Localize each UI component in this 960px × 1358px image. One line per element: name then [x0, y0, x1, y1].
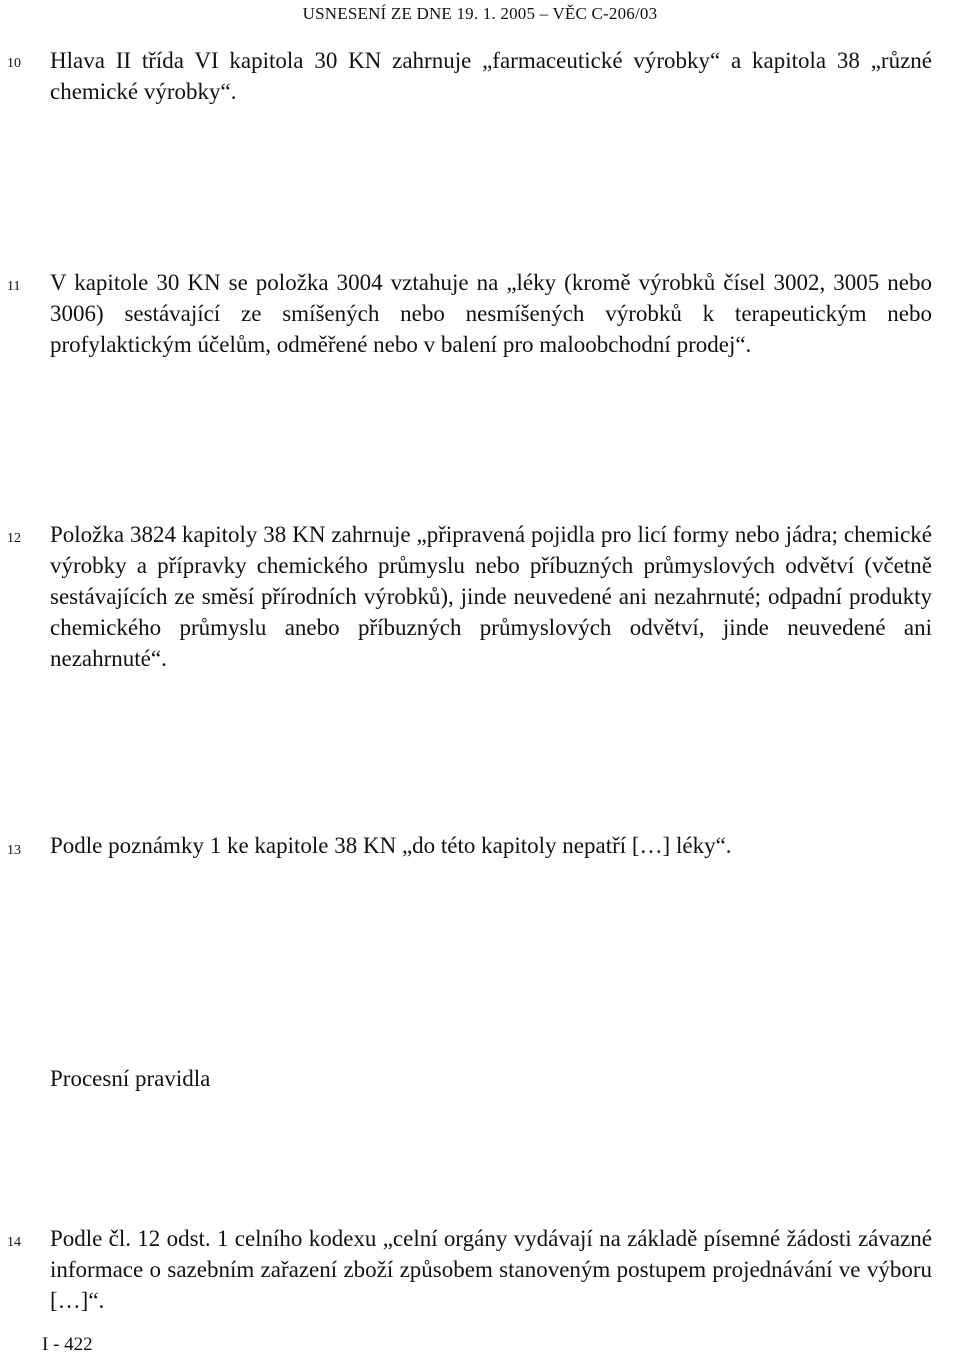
paragraph-number: 11	[7, 279, 21, 294]
paragraph-number: 13	[7, 843, 21, 858]
paragraph-number: 10	[7, 56, 21, 71]
section-heading: Procesní pravidla	[50, 1066, 211, 1091]
paragraph-number: 12	[7, 531, 21, 546]
paragraph-text: Podle čl. 12 odst. 1 celního kodexu „celní orgány vydávají na základě písemné žádosti závazné informace o sazebním zařazení zboží způsobem stanoveným postupem projednávání ve výboru […]“.	[50, 1226, 932, 1313]
paragraph-number: 14	[7, 1235, 21, 1250]
running-head: USNESENÍ ZE DNE 19. 1. 2005 – VĚC C-206/03	[302, 4, 658, 23]
paragraph-text: Položka 3824 kapitoly 38 KN zahrnuje „připravená pojidla pro licí formy nebo jádra; chemické výrobky a přípravky chemického průmyslu nebo příbuzných průmyslových odvětví (včetně sestávajících ze směsí přírodních výrobků), jinde neuvedené ani nezahrnuté; odpadní produkty chemického průmyslu anebo příbuzných průmyslových odvětví, jinde neuvedené ani nezahrnuté“.	[50, 522, 932, 671]
paragraph-text: Hlava II třída VI kapitola 30 KN zahrnuje „farmaceutické výrobky“ a kapitola 38 „různé chemické výrobky“.	[50, 48, 932, 104]
paragraph-text: Podle poznámky 1 ke kapitole 38 KN „do této kapitoly nepatří […] léky“.	[50, 833, 732, 858]
page-number: I - 422	[42, 1334, 93, 1355]
paragraph-text: V kapitole 30 KN se položka 3004 vztahuje na „léky (kromě výrobků čísel 3002, 3005 nebo 3006) sestávající ze smíšených nebo nesmíšených výrobků k terapeutickým nebo profylaktickým účelům, odměřené nebo v balení pro maloobchodní prodej“.	[50, 270, 932, 357]
